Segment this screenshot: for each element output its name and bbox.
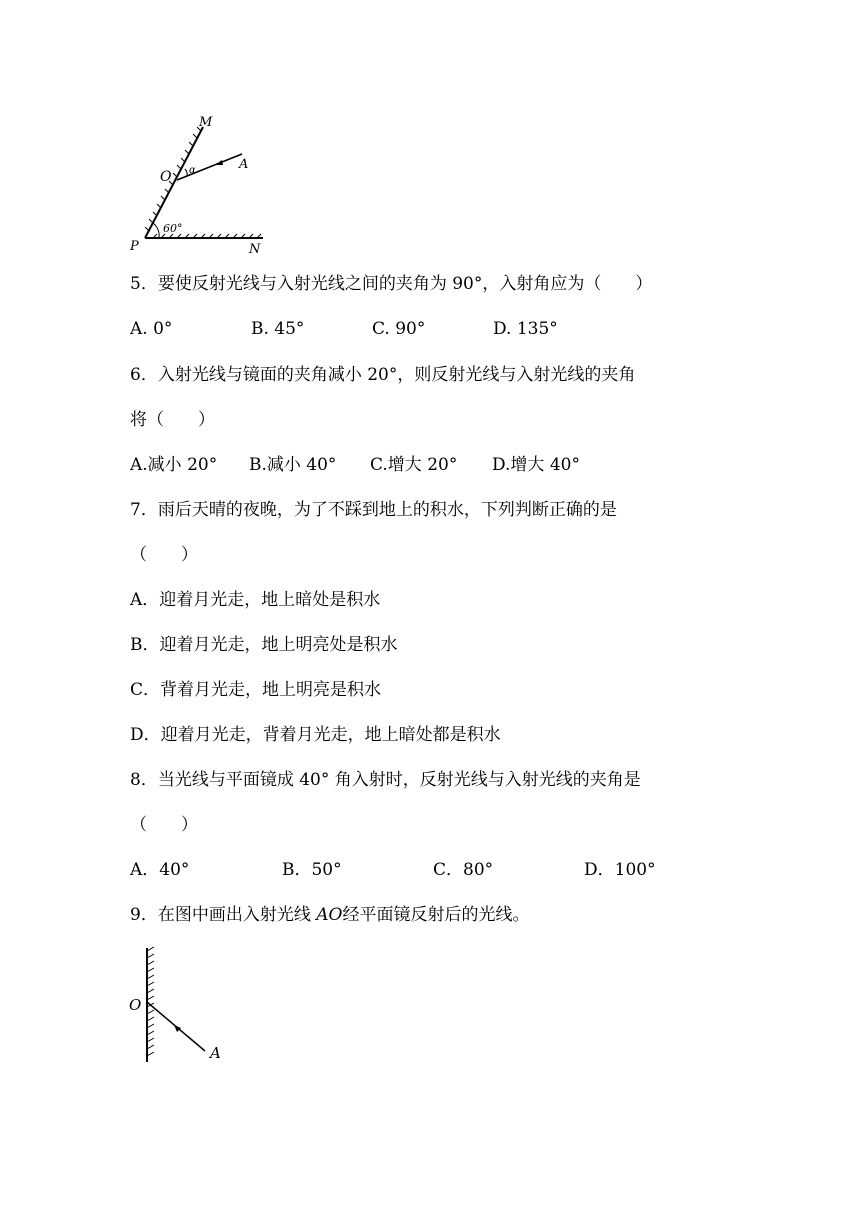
q8-option-b: B．50° — [282, 860, 342, 880]
q8-stem-line1: 8．当光线与平面镜成 40° 角入射时，反射光线与入射光线的夹角是 — [130, 770, 641, 790]
label-alpha: α — [189, 165, 196, 176]
q6-option-b: B.减小 40° — [249, 455, 337, 475]
label-m: M — [199, 115, 213, 130]
q9-stem — [130, 903, 529, 927]
q8-option-c: C．80° — [433, 860, 494, 880]
q5-option-c: C. 90° — [372, 319, 426, 339]
label-a: A — [239, 157, 249, 172]
q7-stem-line1: 7．雨后天晴的夜晚，为了不踩到地上的积水，下列判断正确的是 — [130, 500, 617, 520]
q5-option-b: B. 45° — [251, 319, 305, 339]
q7-option-c: C．背着月光走，地上明亮是积水 — [130, 680, 382, 700]
vertical-mirror-figure — [125, 945, 235, 1070]
q8-option-d: D．100° — [584, 860, 656, 880]
label-60deg: 60° — [163, 222, 183, 235]
q7-stem-line2: （ ） — [130, 545, 198, 565]
q6-option-c: C.增大 20° — [370, 455, 458, 475]
label-n: N — [249, 242, 261, 257]
q7-option-d: D．迎着月光走，背着月光走，地上暗处都是积水 — [130, 725, 501, 745]
q5-stem: 5．要使反射光线与入射光线之间的夹角为 90°，入射角应为（ ） — [130, 274, 653, 294]
mirror-angle-figure — [125, 110, 275, 260]
q9-stem-prefix: 9．在图中画出入射光线 — [130, 905, 317, 925]
q9-stem-italic: AO — [316, 905, 343, 925]
q7-option-a: A．迎着月光走，地上暗处是积水 — [130, 590, 381, 610]
q7-option-b: B．迎着月光走，地上明亮处是积水 — [130, 635, 398, 655]
q8-stem-line2: （ ） — [130, 815, 198, 835]
q9-stem-suffix: 经平面镜反射后的光线。 — [342, 905, 530, 925]
label-a: A — [210, 1044, 221, 1062]
label-o: O — [129, 996, 142, 1014]
q6-stem-line1: 6．入射光线与镜面的夹角减小 20°，则反射光线与入射光线的夹角 — [130, 365, 636, 385]
q5-option-a: A. 0° — [130, 319, 173, 339]
label-o: O — [160, 169, 172, 185]
q6-option-d: D.增大 40° — [492, 455, 580, 475]
q6-option-a: A.减小 20° — [130, 455, 218, 475]
q8-option-a: A．40° — [130, 860, 190, 880]
q6-stem-line2: 将（ ） — [130, 410, 215, 430]
q5-option-d: D. 135° — [493, 319, 558, 339]
label-p: P — [130, 239, 139, 254]
